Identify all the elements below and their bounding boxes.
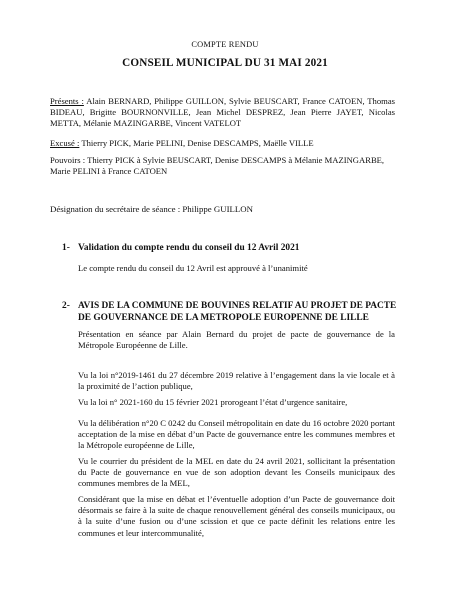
excuses-label: Excusé : — [50, 138, 80, 148]
section-2-considerant: Considérant que la mise en débat et l’éventuelle adoption d’un Pacte de gouvernance doit désormais se faire à la suite de chaque renouvellement général des conseils municipaux, ou à la suite d’une fusion ou d’une scission et que ce pacte définit les relations entre les communes et leur intercommunalité, — [78, 494, 395, 538]
section-1-number: 1- — [62, 243, 70, 253]
section-2-title: AVIS DE LA COMMUNE DE BOUVINES RELATIF AU PROJET DE PACTE DE GOUVERNANCE DE LA METROPOLE EUROPENNE DE LILLE — [78, 301, 397, 323]
document-kicker: COMPTE RENDU — [191, 40, 259, 49]
presents-list: Alain BERNARD, Philippe GUILLON, Sylvie BEUSCART, France CATOEN, Thomas BIDEAU, Brigitte BOURNONVILLE, Jean Michel DESPREZ, Jean Pierre JAYET, Nicolas METTA, Mélanie MAZINGARBE, Vincent VATELOT — [50, 96, 395, 129]
section-2-presentation: Présentation en séance par Alain Bernard du projet de pacte de gouvernance de la Métropole Européenne de Lille. — [78, 329, 395, 351]
presents-paragraph — [50, 96, 395, 130]
excuses-list: Thierry PICK, Marie PELINI, Denise DESCAMPS, Maëlle VILLE — [79, 138, 314, 148]
presents-label: Présents : — [50, 96, 84, 106]
section-2-number: 2- — [62, 301, 70, 311]
document-title: CONSEIL MUNICIPAL DU 31 MAI 2021 — [122, 57, 328, 69]
section-1-title: Validation du compte rendu du conseil du 12 Avril 2021 — [78, 243, 300, 253]
section-2-deliberation: Vu la délibération n°20 C 0242 du Conseil métropolitain en date du 16 octobre 2020 portant acceptation de la mise en débat d’un Pacte de gouvernance entre les communes membres et la Métropole européenne de Lille, — [78, 418, 395, 451]
section-1-body: Le compte rendu du conseil du 12 Avril est approuvé à l’unanimité — [78, 263, 308, 273]
section-2-loi-2019: Vu la loi n°2019-1461 du 27 décembre 2019 relative à l’engagement dans la vie locale et à la proximité de l’action publique, — [78, 370, 395, 392]
secretary-designation: Désignation du secrétaire de séance : Philippe GUILLON — [50, 204, 253, 214]
section-2-courrier: Vu le courrier du président de la MEL en date du 24 avril 2021, sollicitant la présentation du Pacte de gouvernance en vue de son adoption devant les Conseils municipaux des communes membres de la MEL, — [78, 456, 395, 489]
pouvoirs-paragraph: Pouvoirs : Thierry PICK à Sylvie BEUSCART, Denise DESCAMPS à Mélanie MAZINGARBE, Marie PELINI à France CATOEN — [50, 155, 385, 177]
section-2-loi-2021: Vu la loi n° 2021-160 du 15 février 2021 prorogeant l’état d’urgence sanitaire, — [78, 397, 348, 407]
excuses-paragraph — [50, 138, 395, 149]
